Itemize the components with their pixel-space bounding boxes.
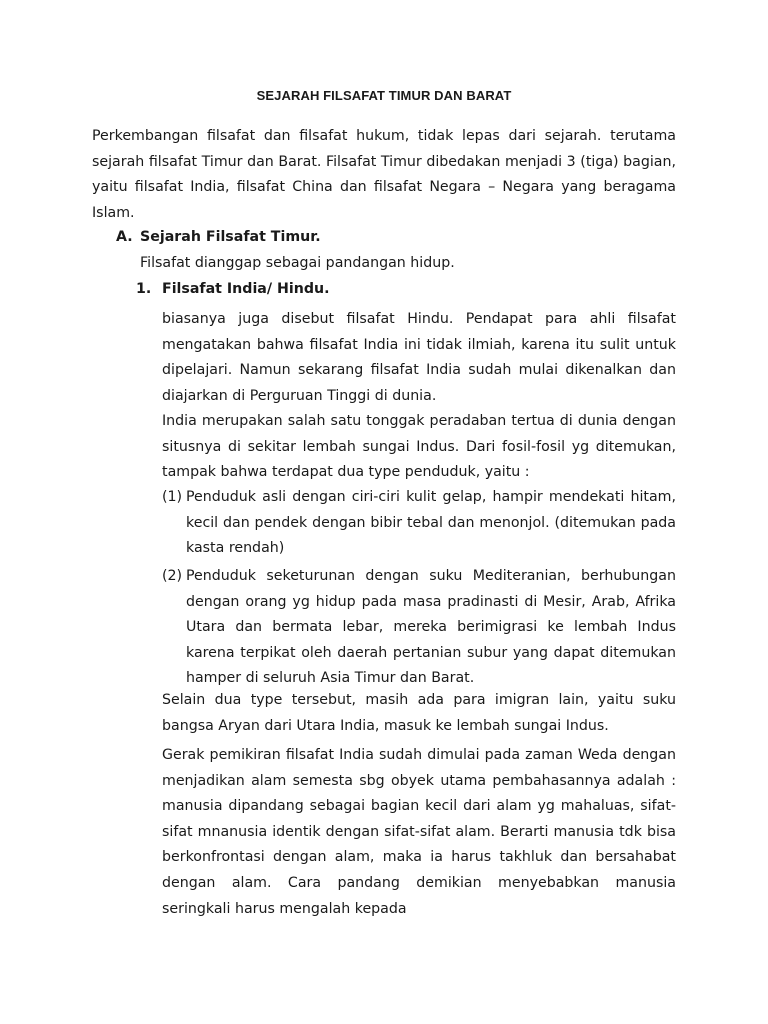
list-item: [162, 485, 676, 562]
intro-paragraph: Perkembangan filsafat dan filsafat hukum, tidak lepas dari sejarah. terutama sejarah filsafat Timur dan Barat. Filsafat Timur dibedakan menjadi 3 (tiga) bagian, yaitu filsafat India, filsafat China dan filsafat Negara – Negara yang beragama Islam.: [92, 128, 676, 221]
section-a-intro: Filsafat dianggap sebagai pandangan hidup.: [140, 255, 455, 271]
paragraph-1: biasanya juga disebut filsafat Hindu. Pendapat para ahli filsafat mengatakan bahwa filsafat India ini tidak ilmiah, karena itu sulit untuk dipelajari. Namun sekarang filsafat India sudah mulai dikenalkan dan diajarkan di Perguruan Tinggi di dunia.: [162, 311, 676, 404]
list-item-text: Penduduk seketurunan dengan suku Mediteranian, berhubungan dengan orang yg hidup pada masa pradinasti di Mesir, Arab, Afrika Utara dan bermata lebar, mereka berimigrasi ke lembah Indus karena terpikat oleh daerah pertanian subur yang dapat ditemukan hamper di seluruh Asia Timur dan Barat.: [186, 568, 676, 687]
section-a-label: A.: [116, 229, 133, 245]
paragraph-4: Gerak pemikiran filsafat India sudah dimulai pada zaman Weda dengan menjadikan alam semesta sbg obyek utama pembahasannya adalah : manusia dipandang sebagai bagian kecil dari alam yg mahaluas, sifat-sifat mnanusia identik dengan sifat-sifat alam. Berarti manusia tdk bisa berkonfrontasi dengan alam, maka ia harus takhluk dan bersahabat dengan alam. Cara pandang demikian menyebabkan manusia seringkali harus mengalah kepada: [162, 747, 676, 917]
paragraph-2: India merupakan salah satu tonggak peradaban tertua di dunia dengan situsnya di sekitar lembah sungai Indus. Dari fosil-fosil yg ditemukan, tampak bahwa terdapat dua type penduduk, yaitu :: [162, 413, 676, 481]
document-title: SEJARAH FILSAFAT TIMUR DAN BARAT: [256, 88, 512, 103]
subsection-1-title: Filsafat India/ Hindu.: [162, 281, 330, 297]
list-item-text: Penduduk asli dengan ciri-ciri kulit gelap, hampir mendekati hitam, kecil dan pendek dengan bibir tebal dan menonjol. (ditemukan pada kasta rendah): [186, 489, 676, 557]
list-item-label: (1): [162, 489, 183, 505]
section-a-heading: [116, 229, 321, 245]
subsection-1-label: 1.: [136, 281, 152, 297]
subsection-1-heading: [136, 281, 329, 297]
section-a-title: Sejarah Filsafat Timur.: [140, 229, 321, 245]
paragraph-3: Selain dua type tersebut, masih ada para imigran lain, yaitu suku bangsa Aryan dari Utara India, masuk ke lembah sungai Indus.: [162, 692, 676, 734]
list-item: [162, 564, 676, 692]
list-item-label: (2): [162, 568, 183, 584]
